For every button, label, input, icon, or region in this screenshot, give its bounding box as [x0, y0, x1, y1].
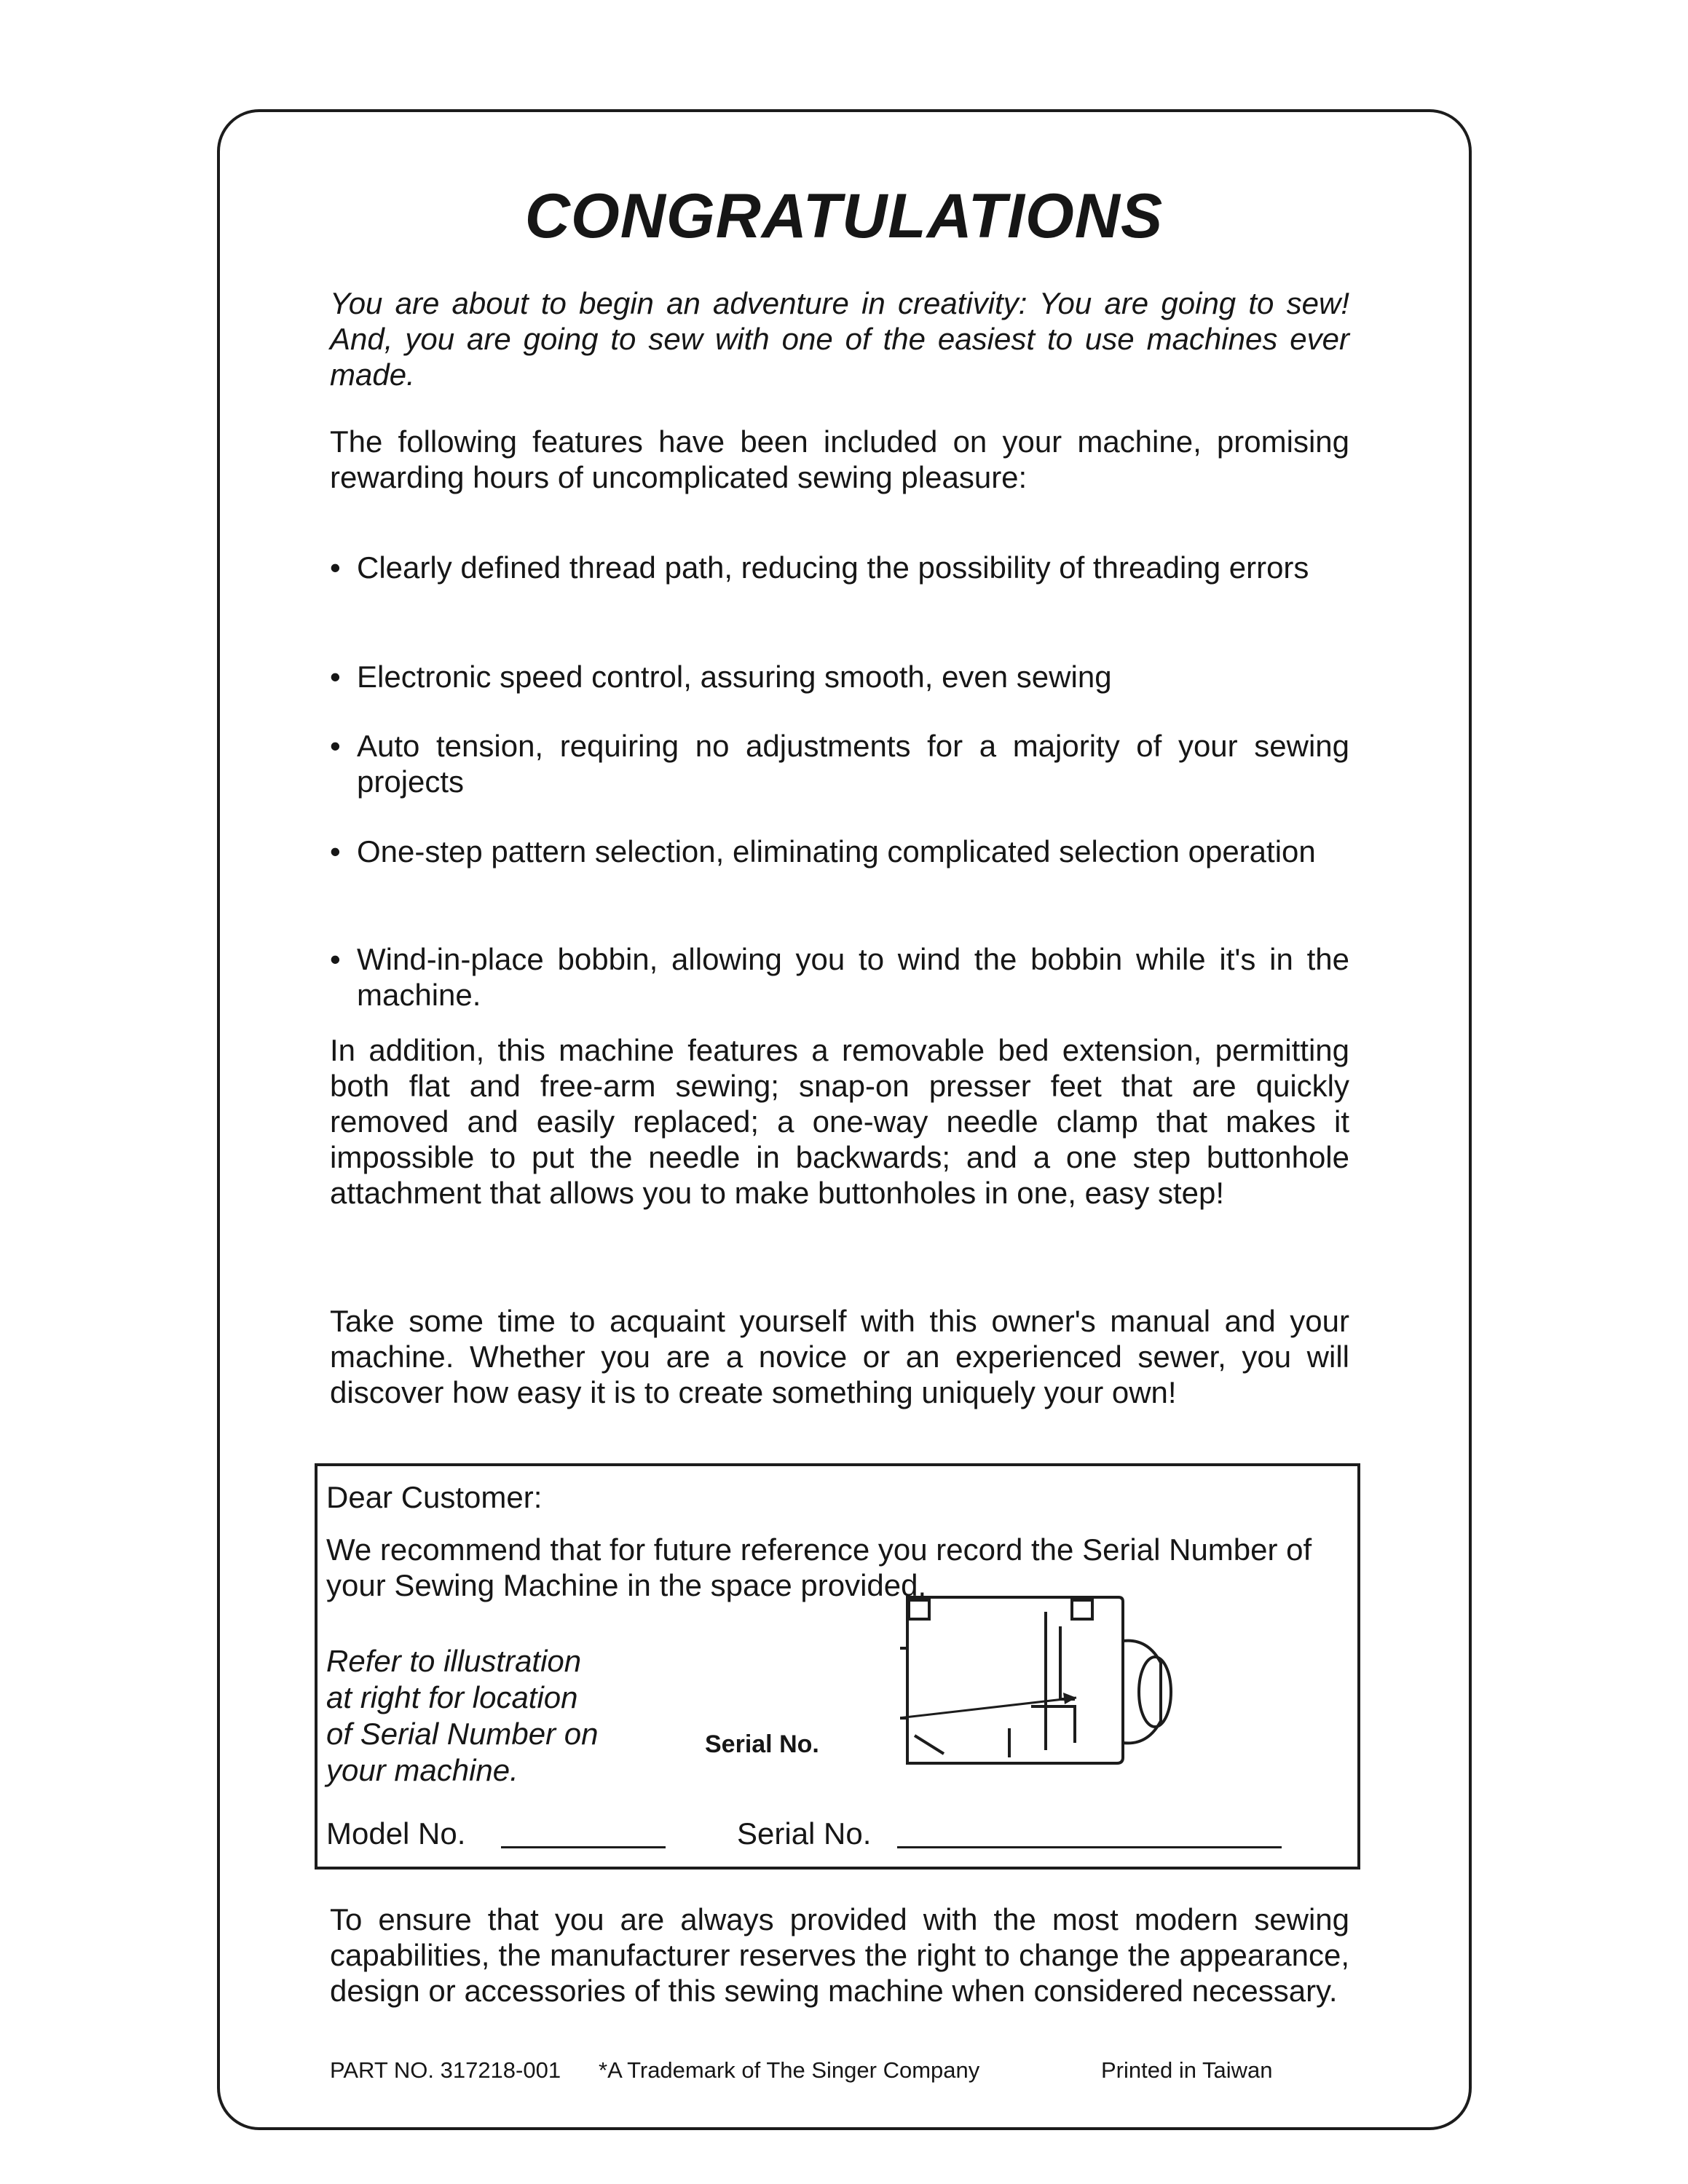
customer-record-box: [315, 1463, 1360, 1870]
bullet-icon: •: [330, 550, 341, 585]
features-intro-paragraph: The following features have been included on your machine, promising rewarding hours of uncomplicated sewing pleasure:: [330, 424, 1349, 494]
part-number: PART NO. 317218-001: [330, 2057, 561, 2083]
feature-item: [330, 659, 1349, 695]
page-title: CONGRATULATIONS: [524, 181, 1164, 251]
refer-line: your machine.: [326, 1753, 518, 1787]
feature-text: Electronic speed control, assuring smooth, even sewing: [357, 660, 1112, 694]
refer-line: of Serial Number on: [326, 1717, 599, 1751]
refer-line: Refer to illustration: [326, 1644, 582, 1678]
bullet-icon: •: [330, 834, 341, 869]
feature-item: [330, 728, 1349, 799]
model-number-label: Model No.: [326, 1816, 466, 1851]
recommend-text: We recommend that for future reference you record the Serial Number of your Sewing Machine in the space provided.: [326, 1532, 1312, 1602]
feature-text: Auto tension, requiring no adjustments for a majority of your sewing projects: [357, 729, 1349, 799]
feature-item: [330, 834, 1349, 869]
acquaint-paragraph: Take some time to acquaint yourself with this owner's manual and your machine. Whether you are a novice or an experienced sewer, you will discover how easy it is to create something uniquely your own!: [330, 1304, 1349, 1409]
refer-line: at right for location: [326, 1680, 578, 1714]
serial-callout-label: Serial No.: [705, 1730, 819, 1758]
serial-number-field[interactable]: [897, 1846, 1282, 1848]
model-number-field[interactable]: [501, 1846, 666, 1848]
greeting: Dear Customer:: [326, 1480, 543, 1514]
feature-text: One-step pattern selection, eliminating complicated selection operation: [357, 834, 1316, 869]
bullet-icon: •: [330, 942, 341, 976]
addition-paragraph: In addition, this machine features a removable bed extension, permitting both flat and free-arm sewing; snap-on presser feet that are quickly removed and easily replaced; a one-way needle clamp that makes it impossible to put the needle in backwards; and a one step buttonhole attachment that allows you to make buttonholes in one, easy step!: [330, 1033, 1349, 1210]
intro-paragraph: You are about to begin an adventure in creativity: You are going to sew! And, you are going to sew with one of the easiest to use machines ever made.: [330, 286, 1349, 392]
feature-text: Clearly defined thread path, reducing the possibility of threading errors: [357, 550, 1309, 585]
feature-item: [330, 941, 1349, 1013]
bullet-icon: •: [330, 660, 341, 694]
sewing-machine-illustration: [900, 1590, 1308, 1830]
notice-paragraph: To ensure that you are always provided with the most modern sewing capabilities, the manufacturer reserves the right to change the appearance, design or accessories of this sewing machine when considered necessary.: [330, 1902, 1349, 2008]
feature-text: Wind-in-place bobbin, allowing you to wind the bobbin while it's in the machine.: [357, 942, 1349, 1012]
bullet-icon: •: [330, 729, 341, 763]
serial-number-label: Serial No.: [737, 1816, 872, 1851]
trademark-notice: *A Trademark of The Singer Company: [599, 2057, 980, 2083]
feature-item: [330, 550, 1349, 585]
printed-in: Printed in Taiwan: [1101, 2057, 1273, 2083]
